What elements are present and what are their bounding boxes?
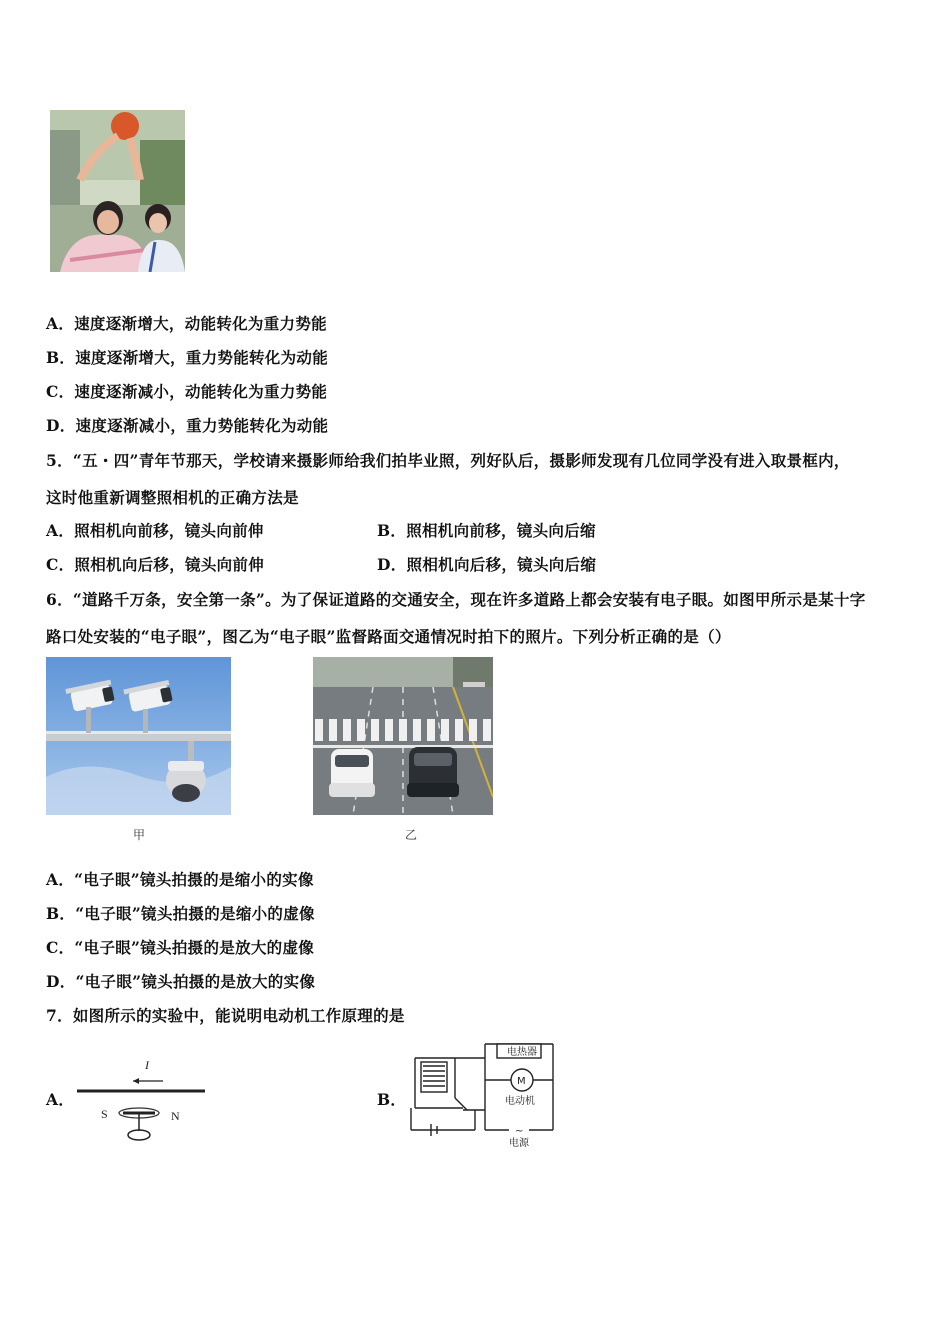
q6-option-c: C．“电子眼”镜头拍摄的是放大的虚像 <box>46 938 315 957</box>
caption-jia: 甲 <box>133 828 146 842</box>
q5-option-d: D．照相机向后移，镜头向后缩 <box>377 555 597 574</box>
q5-option-a: A．照相机向前移，镜头向前伸 <box>46 521 264 540</box>
q6-stem-line1: 6．“道路千万条，安全第一条”。为了保证道路的交通安全，现在许多道路上都会安装有电子眼。如图甲所示是某十字 <box>46 590 866 609</box>
caption-yi: 乙 <box>405 828 418 842</box>
source-symbol: ~ <box>515 1126 524 1137</box>
q5-stem-line2: 这时他重新调整照相机的正确方法是 <box>46 488 299 507</box>
motor-symbol: M <box>517 1076 526 1087</box>
q7-stem: 7．如图所示的实验中，能说明电动机工作原理的是 <box>46 1006 405 1025</box>
q4-option-d: D．速度逐渐减小，重力势能转化为动能 <box>46 416 329 435</box>
electromagnetic-relay-figure <box>405 1038 560 1150</box>
q5-option-c: C．照相机向后移，镜头向前伸 <box>46 555 265 574</box>
basketball-photo <box>50 110 185 272</box>
q7-option-b: B． <box>377 1090 407 1109</box>
current-label: I <box>145 1058 149 1072</box>
oersted-experiment-figure <box>75 1055 207 1147</box>
q6-option-d: D．“电子眼”镜头拍摄的是放大的实像 <box>46 972 316 991</box>
q5-stem-line1: 5．“五・四”青年节那天，学校请来摄影师给我们拍毕业照，列好队后，摄影师发现有几位同学没有进入取景框内， <box>46 451 850 470</box>
motor-label: 电动机 <box>505 1096 535 1107</box>
south-pole-label: S <box>101 1107 108 1121</box>
road-photo <box>313 657 493 815</box>
q6-option-b: B．“电子眼”镜头拍摄的是缩小的虚像 <box>46 904 315 923</box>
q4-option-a: A．速度逐渐增大，动能转化为重力势能 <box>46 314 327 333</box>
q6-option-a: A．“电子眼”镜头拍摄的是缩小的实像 <box>46 870 314 889</box>
q6-stem-line2: 路口处安装的“电子眼”，图乙为“电子眼”监督路面交通情况时拍下的照片。下列分析正确的是（） <box>46 627 731 646</box>
source-label: 电源 <box>509 1138 529 1149</box>
q4-option-b: B．速度逐渐增大，重力势能转化为动能 <box>46 348 329 367</box>
q7-option-a: A． <box>46 1090 75 1109</box>
heater-label: 电热器 <box>507 1047 537 1058</box>
q5-option-b: B．照相机向前移，镜头向后缩 <box>377 521 596 540</box>
electronic-eye-photo <box>46 657 231 815</box>
q4-option-c: C．速度逐渐减小，动能转化为重力势能 <box>46 382 328 401</box>
north-pole-label: N <box>171 1109 180 1123</box>
